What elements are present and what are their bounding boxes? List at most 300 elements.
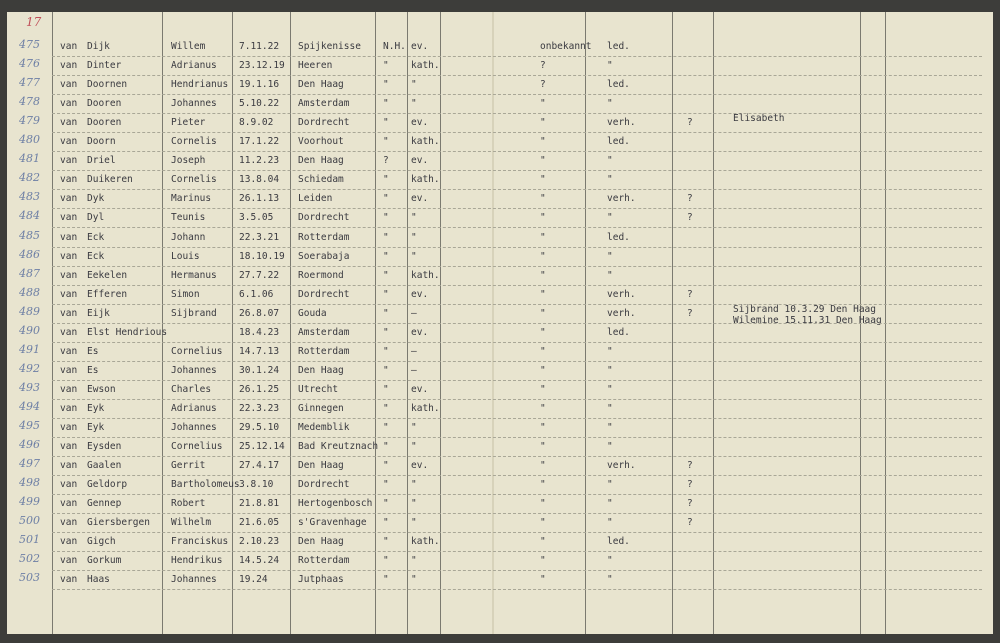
cell-rel: kath. xyxy=(411,536,440,548)
cell-first: Bartholomeus xyxy=(171,479,240,491)
cell-status-a: " xyxy=(540,231,546,243)
cell-date: 13.8.04 xyxy=(239,174,280,186)
cell-status-b: verh. xyxy=(607,288,636,300)
cell-status-b: " xyxy=(607,441,613,453)
cell-status-a: " xyxy=(540,345,546,357)
cell-surname: Eysden xyxy=(87,441,122,453)
cell-place: Jutphaas xyxy=(298,574,344,586)
cell-rel: ev. xyxy=(411,193,429,205)
record-row xyxy=(7,552,993,571)
cell-first: Cornelis xyxy=(171,136,217,148)
cell-surname: Duikeren xyxy=(87,174,133,186)
record-number: 485 xyxy=(19,228,40,242)
cell-date: 29.5.10 xyxy=(239,422,280,433)
cell-nat: " xyxy=(383,117,389,129)
cell-place: Medemblik xyxy=(298,422,350,433)
cell-status-a: " xyxy=(540,174,546,186)
record-row xyxy=(7,514,993,533)
record-row xyxy=(7,38,993,57)
cell-place: Amsterdam xyxy=(298,326,350,338)
cell-date: 7.11.22 xyxy=(239,41,280,52)
cell-place: Den Haag xyxy=(298,460,344,472)
cell-status-a: " xyxy=(540,574,546,586)
cell-date: 8.9.02 xyxy=(239,117,274,129)
cell-prefix: van xyxy=(60,250,78,262)
cell-date: 22.3.21 xyxy=(239,231,280,243)
cell-date: 26.8.07 xyxy=(239,307,280,319)
cell-nat: " xyxy=(383,536,389,548)
record-row xyxy=(7,419,993,438)
cell-status-a: " xyxy=(540,460,546,472)
cell-rel: kath. xyxy=(411,402,440,414)
cell-status-a: " xyxy=(540,326,546,338)
record-row xyxy=(7,400,993,419)
cell-prefix: van xyxy=(60,98,78,110)
record-number: 495 xyxy=(19,419,40,432)
cell-prefix: van xyxy=(60,555,78,567)
cell-status-b: led. xyxy=(607,41,630,52)
page-mark: 17 xyxy=(26,15,42,29)
cell-rel: ev. xyxy=(411,326,429,338)
record-number: 479 xyxy=(19,114,40,128)
cell-place: Hertogenbosch xyxy=(298,498,373,510)
row-divider xyxy=(52,589,982,590)
cell-status-b: " xyxy=(607,250,613,262)
cell-prefix: van xyxy=(60,174,78,186)
record-row xyxy=(7,229,993,248)
cell-surname: Gaalen xyxy=(87,460,122,472)
cell-place: Gouda xyxy=(298,307,327,319)
cell-status-a: " xyxy=(540,422,546,433)
cell-first: Simon xyxy=(171,288,200,300)
cell-status-b: " xyxy=(607,498,613,510)
cell-status-b: " xyxy=(607,98,613,110)
cell-place: Spijkenisse xyxy=(298,41,361,52)
cell-prefix: van xyxy=(60,269,78,281)
cell-surname: Eck xyxy=(87,250,105,262)
cell-date: 18.4.23 xyxy=(239,326,280,338)
cell-place: Dordrecht xyxy=(298,212,350,224)
cell-surname: Dyl xyxy=(87,212,105,224)
cell-nat: " xyxy=(383,60,389,72)
cell-date: 17.1.22 xyxy=(239,136,280,148)
cell-surname: Eyk xyxy=(87,422,105,433)
record-row xyxy=(7,286,993,305)
cell-surname: Dinter xyxy=(87,60,122,72)
cell-date: 22.3.23 xyxy=(239,402,280,414)
cell-first: Charles xyxy=(171,383,212,395)
cell-surname: Gorkum xyxy=(87,555,122,567)
cell-nat: " xyxy=(383,364,389,376)
record-number: 500 xyxy=(19,514,40,528)
cell-status-b: " xyxy=(607,383,613,395)
cell-surname: Doornen xyxy=(87,79,128,91)
cell-rel: " xyxy=(411,422,417,433)
record-number: 491 xyxy=(19,342,40,356)
cell-surname: Geldorp xyxy=(87,479,128,491)
cell-prefix: van xyxy=(60,460,78,472)
cell-status-a: " xyxy=(540,383,546,395)
cell-extra: ? xyxy=(687,460,693,472)
cell-status-b: " xyxy=(607,174,613,186)
cell-extra: ? xyxy=(687,498,693,510)
cell-nat: " xyxy=(383,422,389,433)
cell-status-b: led. xyxy=(607,79,630,91)
cell-status-b: led. xyxy=(607,136,630,148)
cell-nat: " xyxy=(383,98,389,110)
cell-surname: Es xyxy=(87,345,99,357)
cell-rel: " xyxy=(411,555,417,567)
cell-surname: Eyk xyxy=(87,402,105,414)
cell-nat: " xyxy=(383,460,389,472)
cell-place: Rotterdam xyxy=(298,555,350,567)
cell-rel: ev. xyxy=(411,460,429,472)
record-number: 481 xyxy=(19,152,40,166)
cell-place: Den Haag xyxy=(298,155,344,167)
cell-surname: Efferen xyxy=(87,288,128,300)
cell-nat: " xyxy=(383,193,389,205)
record-number: 493 xyxy=(19,380,40,394)
cell-first: Gerrit xyxy=(171,460,206,472)
cell-status-b: " xyxy=(607,517,613,529)
record-number: 478 xyxy=(19,95,40,109)
cell-prefix: van xyxy=(60,498,78,510)
cell-status-b: " xyxy=(607,364,613,376)
cell-first: Wilhelm xyxy=(171,517,212,529)
record-row xyxy=(7,381,993,400)
cell-nat: " xyxy=(383,231,389,243)
cell-prefix: van xyxy=(60,441,78,453)
cell-surname: Driel xyxy=(87,155,116,167)
cell-surname: Gennep xyxy=(87,498,122,510)
cell-prefix: van xyxy=(60,212,78,224)
record-number: 489 xyxy=(19,304,40,318)
cell-first: Pieter xyxy=(171,117,206,129)
cell-nat: " xyxy=(383,498,389,510)
cell-status-b: led. xyxy=(607,231,630,243)
cell-date: 14.7.13 xyxy=(239,345,280,357)
cell-prefix: van xyxy=(60,402,78,414)
record-number: 487 xyxy=(19,266,40,280)
cell-status-a: ? xyxy=(540,60,546,72)
cell-rel: " xyxy=(411,441,417,453)
cell-status-b: verh. xyxy=(607,307,636,319)
cell-first: Cornelis xyxy=(171,174,217,186)
record-row xyxy=(7,76,993,95)
cell-date: 3.8.10 xyxy=(239,479,274,491)
record-row xyxy=(7,190,993,209)
cell-rel: kath. xyxy=(411,136,440,148)
record-number: 482 xyxy=(19,171,40,185)
cell-date: 27.4.17 xyxy=(239,460,280,472)
cell-date: 6.1.06 xyxy=(239,288,274,300)
cell-place: Roermond xyxy=(298,269,344,281)
cell-status-a: " xyxy=(540,402,546,414)
cell-surname: Giersbergen xyxy=(87,517,150,529)
cell-rel: – xyxy=(411,345,417,357)
cell-status-b: verh. xyxy=(607,117,636,129)
cell-prefix: van xyxy=(60,383,78,395)
cell-rel: – xyxy=(411,307,417,319)
record-row xyxy=(7,114,993,133)
cell-date: 5.10.22 xyxy=(239,98,280,110)
cell-place: Ginnegen xyxy=(298,402,344,414)
cell-status-a: " xyxy=(540,250,546,262)
cell-first: Willem xyxy=(171,41,206,52)
cell-date: 27.7.22 xyxy=(239,269,280,281)
cell-first: Johannes xyxy=(171,98,217,110)
cell-surname: Dijk xyxy=(87,41,110,52)
record-row xyxy=(7,571,993,590)
cell-status-b: led. xyxy=(607,536,630,548)
record-number: 502 xyxy=(19,552,40,566)
cell-first: Johannes xyxy=(171,364,217,376)
cell-rel: " xyxy=(411,574,417,586)
cell-place: Rotterdam xyxy=(298,345,350,357)
record-number: 496 xyxy=(19,438,40,452)
cell-date: 21.6.05 xyxy=(239,517,280,529)
cell-nat: " xyxy=(383,574,389,586)
cell-date: 30.1.24 xyxy=(239,364,280,376)
cell-rel: " xyxy=(411,98,417,110)
cell-surname: Eekelen xyxy=(87,269,128,281)
cell-nat: " xyxy=(383,479,389,491)
cell-status-b: " xyxy=(607,60,613,72)
cell-date: 11.2.23 xyxy=(239,155,280,167)
cell-first: Johannes xyxy=(171,422,217,433)
cell-status-a: ? xyxy=(540,79,546,91)
cell-date: 2.10.23 xyxy=(239,536,280,548)
cell-first: Joseph xyxy=(171,155,206,167)
cell-extra: ? xyxy=(687,307,693,319)
cell-place: Dordrecht xyxy=(298,479,350,491)
cell-first: Hendrikus xyxy=(171,555,223,567)
cell-status-a: " xyxy=(540,364,546,376)
cell-prefix: van xyxy=(60,117,78,129)
record-row xyxy=(7,152,993,171)
cell-extra: ? xyxy=(687,117,693,129)
cell-note: Elisabeth xyxy=(733,113,785,125)
cell-nat: " xyxy=(383,555,389,567)
cell-status-b: " xyxy=(607,155,613,167)
cell-place: Den Haag xyxy=(298,536,344,548)
cell-prefix: van xyxy=(60,536,78,548)
cell-status-a: " xyxy=(540,193,546,205)
cell-place: Bad Kreutznach xyxy=(298,441,379,453)
cell-nat: " xyxy=(383,79,389,91)
cell-date: 25.12.14 xyxy=(239,441,285,453)
cell-rel: ev. xyxy=(411,117,429,129)
record-row xyxy=(7,324,993,343)
cell-nat: " xyxy=(383,136,389,148)
cell-extra: ? xyxy=(687,212,693,224)
cell-first: Teunis xyxy=(171,212,206,224)
cell-rel: ev. xyxy=(411,383,429,395)
record-row xyxy=(7,305,993,324)
cell-place: Dordrecht xyxy=(298,117,350,129)
cell-prefix: van xyxy=(60,574,78,586)
cell-nat: " xyxy=(383,269,389,281)
cell-surname: Gigch xyxy=(87,536,116,548)
cell-place: Den Haag xyxy=(298,364,344,376)
cell-nat: N.H. xyxy=(383,41,406,52)
cell-status-a: " xyxy=(540,555,546,567)
cell-prefix: van xyxy=(60,136,78,148)
cell-status-a: " xyxy=(540,269,546,281)
cell-first: Marinus xyxy=(171,193,212,205)
cell-nat: ? xyxy=(383,155,389,167)
cell-first: Cornelius xyxy=(171,345,223,357)
cell-status-b: " xyxy=(607,422,613,433)
cell-rel: kath. xyxy=(411,174,440,186)
record-row xyxy=(7,362,993,381)
cell-status-a: " xyxy=(540,98,546,110)
cell-status-a: " xyxy=(540,307,546,319)
cell-status-a: " xyxy=(540,498,546,510)
cell-date: 19.1.16 xyxy=(239,79,280,91)
cell-prefix: van xyxy=(60,517,78,529)
cell-place: s'Gravenhage xyxy=(298,517,367,529)
cell-surname: Elst Hendrious xyxy=(87,326,168,338)
cell-place: Soerabaja xyxy=(298,250,350,262)
cell-first: Franciskus xyxy=(171,536,229,548)
cell-first: Hendrianus xyxy=(171,79,229,91)
cell-prefix: van xyxy=(60,307,78,319)
cell-status-a: " xyxy=(540,155,546,167)
cell-place: Leiden xyxy=(298,193,333,205)
cell-nat: " xyxy=(383,345,389,357)
cell-rel: – xyxy=(411,364,417,376)
cell-status-b: " xyxy=(607,555,613,567)
cell-first: Adrianus xyxy=(171,60,217,72)
cell-rel: ev. xyxy=(411,155,429,167)
record-row xyxy=(7,457,993,476)
cell-date: 14.5.24 xyxy=(239,555,280,567)
record-row xyxy=(7,343,993,362)
cell-prefix: van xyxy=(60,479,78,491)
cell-status-a: onbekannt xyxy=(540,41,592,52)
cell-date: 21.8.81 xyxy=(239,498,280,510)
record-number: 503 xyxy=(19,571,40,585)
cell-prefix: van xyxy=(60,231,78,243)
cell-rel: kath. xyxy=(411,269,440,281)
cell-rel: kath. xyxy=(411,60,440,72)
cell-status-b: " xyxy=(607,212,613,224)
cell-prefix: van xyxy=(60,79,78,91)
cell-status-b: " xyxy=(607,402,613,414)
cell-status-a: " xyxy=(540,288,546,300)
record-number: 492 xyxy=(19,361,40,375)
record-number: 486 xyxy=(19,247,40,261)
ledger-page xyxy=(7,12,993,634)
cell-status-b: " xyxy=(607,269,613,281)
cell-first: Adrianus xyxy=(171,402,217,414)
record-number: 490 xyxy=(19,323,40,337)
record-row xyxy=(7,248,993,267)
cell-date: 3.5.05 xyxy=(239,212,274,224)
record-number: 476 xyxy=(19,57,40,71)
cell-date: 26.1.13 xyxy=(239,193,280,205)
cell-nat: " xyxy=(383,174,389,186)
cell-status-a: " xyxy=(540,136,546,148)
cell-note: Sijbrand 10.3.29 Den Haag Wilemine 15.11.31 Den Haag xyxy=(733,303,882,326)
cell-extra: ? xyxy=(687,288,693,300)
cell-date: 19.24 xyxy=(239,574,268,586)
cell-rel: ev. xyxy=(411,288,429,300)
cell-rel: " xyxy=(411,212,417,224)
cell-extra: ? xyxy=(687,479,693,491)
cell-nat: " xyxy=(383,441,389,453)
scan-border xyxy=(7,634,993,643)
cell-status-a: " xyxy=(540,441,546,453)
record-number: 501 xyxy=(19,533,40,547)
record-row xyxy=(7,133,993,152)
record-row xyxy=(7,533,993,552)
cell-place: Schiedam xyxy=(298,174,344,186)
cell-surname: Eijk xyxy=(87,307,110,319)
cell-rel: " xyxy=(411,479,417,491)
record-number: 499 xyxy=(19,495,40,509)
record-row xyxy=(7,209,993,228)
cell-rel: " xyxy=(411,231,417,243)
cell-nat: " xyxy=(383,212,389,224)
cell-place: Rotterdam xyxy=(298,231,350,243)
cell-status-b: " xyxy=(607,479,613,491)
cell-rel: " xyxy=(411,250,417,262)
cell-rel: " xyxy=(411,517,417,529)
cell-place: Amsterdam xyxy=(298,98,350,110)
cell-first: Johannes xyxy=(171,574,217,586)
cell-surname: Dooren xyxy=(87,117,122,129)
cell-place: Voorhout xyxy=(298,136,344,148)
record-row xyxy=(7,95,993,114)
cell-status-a: " xyxy=(540,117,546,129)
cell-status-b: " xyxy=(607,345,613,357)
cell-status-a: " xyxy=(540,536,546,548)
cell-place: Utrecht xyxy=(298,383,339,395)
record-number: 498 xyxy=(19,476,40,490)
cell-rel: " xyxy=(411,79,417,91)
cell-rel: " xyxy=(411,498,417,510)
cell-surname: Es xyxy=(87,364,99,376)
record-number: 488 xyxy=(19,285,40,299)
cell-status-b: " xyxy=(607,574,613,586)
cell-place: Den Haag xyxy=(298,79,344,91)
record-number: 483 xyxy=(19,190,40,204)
cell-date: 23.12.19 xyxy=(239,60,285,72)
cell-nat: " xyxy=(383,288,389,300)
cell-extra: ? xyxy=(687,193,693,205)
cell-nat: " xyxy=(383,326,389,338)
cell-prefix: van xyxy=(60,422,78,433)
cell-nat: " xyxy=(383,250,389,262)
cell-prefix: van xyxy=(60,288,78,300)
cell-prefix: van xyxy=(60,41,78,52)
cell-surname: Eck xyxy=(87,231,105,243)
cell-nat: " xyxy=(383,383,389,395)
cell-status-b: verh. xyxy=(607,460,636,472)
cell-nat: " xyxy=(383,307,389,319)
cell-surname: Dyk xyxy=(87,193,105,205)
cell-status-b: led. xyxy=(607,326,630,338)
cell-first: Johann xyxy=(171,231,206,243)
record-number: 475 xyxy=(19,38,40,51)
record-number: 480 xyxy=(19,133,40,147)
cell-place: Heeren xyxy=(298,60,333,72)
cell-first: Sijbrand xyxy=(171,307,217,319)
cell-surname: Ewson xyxy=(87,383,116,395)
cell-first: Louis xyxy=(171,250,200,262)
